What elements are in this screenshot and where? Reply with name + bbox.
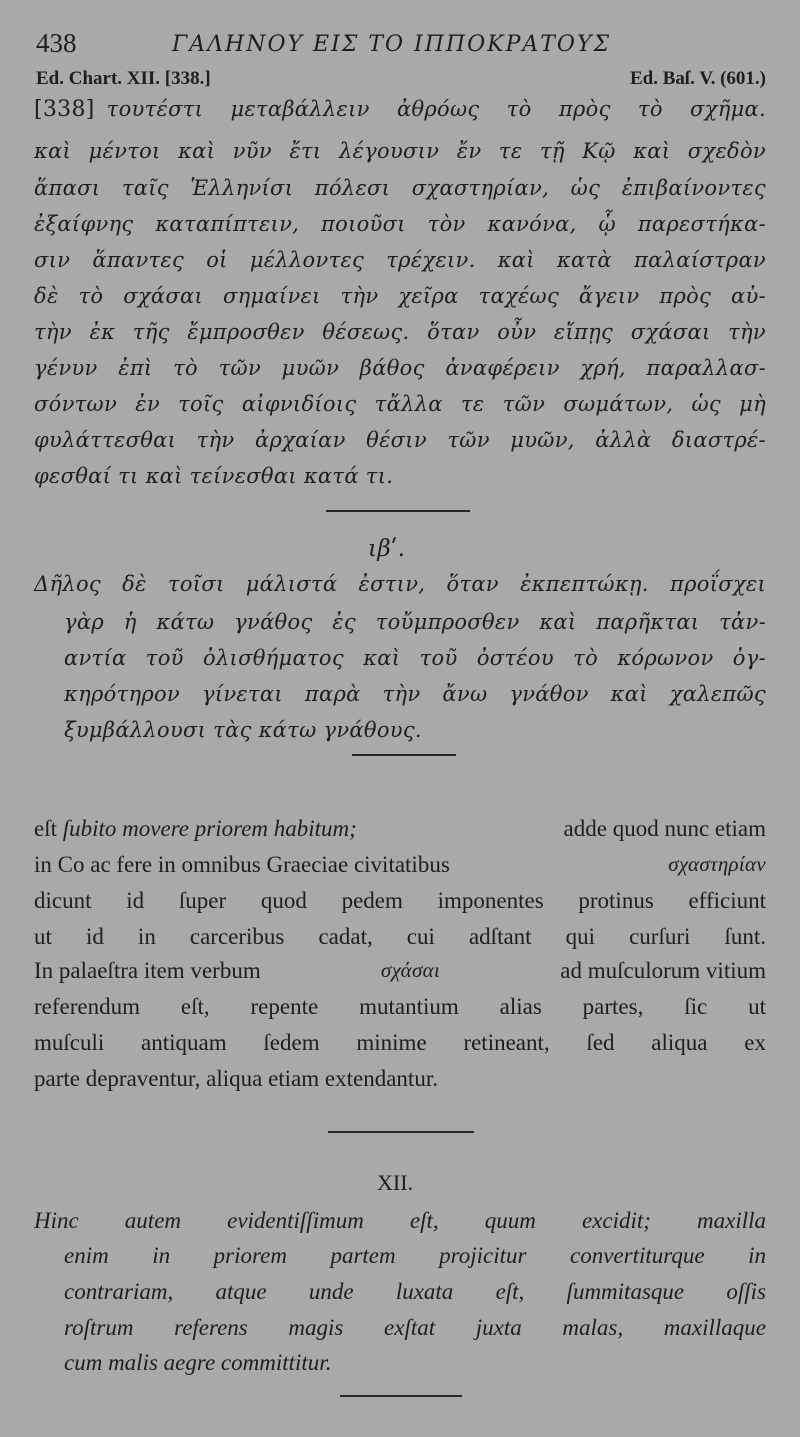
aphorism-line: enim in priorem partem projicitur convertiturque in <box>64 1243 766 1268</box>
commentary-line: φεσθαί τι καὶ τείνεσθαι κατά τι. <box>34 464 394 488</box>
aphorism-line: κηρότηρον γίνεται παρὰ τὴν ἄνω γνάθον καὶ χαλεπῶς <box>64 682 766 706</box>
commentary-line: σόντων ἐν τοῖς αἰφνιδίοις τἄλλα τε τῶν σωμάτων, ὡς μὴ <box>34 392 766 416</box>
section-divider <box>326 510 470 512</box>
commentary-line: σιν ἅπαντες οἱ μέλλοντες τρέχειν. καὶ κατὰ παλαίστραν <box>34 248 766 272</box>
commentary-line: referendum eſt, repente mutantium alias partes, ſic ut <box>34 994 766 1019</box>
commentary-line: [338] τουτέστι μεταβάλλειν ἀθρόως τὸ πρὸς τὸ σχῆμα. <box>34 97 766 122</box>
commentary-line: eſt ſubito movere priorem habitum; adde quod nunc etiam <box>34 816 766 841</box>
commentary-line: φυλάττεσθαι τὴν ἀρχαίαν θέσιν τῶν μυῶν, ἀλλὰ διαστρέ- <box>34 428 766 452</box>
section-divider <box>352 754 456 756</box>
commentary-line: γένυν ἐπὶ τὸ τῶν μυῶν βάθος ἀναφέρειν χρή, παραλλασ- <box>34 356 766 380</box>
section-divider <box>328 1131 474 1133</box>
running-header <box>36 28 766 59</box>
running-title: ΓΑΛΗΝΟΥ ΕΙΣ ΤΟ ΙΠΠΟΚΡΑΤΟΥΣ <box>172 32 612 57</box>
aphorism-line: γὰρ ἡ κάτω γνάθος ἐς τοὔμπροσθεν καὶ παρῆκται τἀν- <box>64 610 766 634</box>
aphorism-line: Δῆλος δὲ τοῖσι μάλιστά ἐστιν, ὅταν ἐκπεπτώκῃ. προΐσχει <box>34 572 766 596</box>
aphorism-number-latin: XII. <box>377 1170 414 1195</box>
aphorism-line: ξυμβάλλουσι τὰς κάτω γνάθους. <box>64 718 422 742</box>
aphorism-number-greek: ιβʹ. <box>368 536 406 562</box>
commentary-line: ἅπασι ταῖς Ἑλληνίσι πόλεσι σχαστηρίαν, ὡς ἐπιβαίνοντες <box>34 176 766 200</box>
aphorism-line: Hinc autem evidentiſſimum eſt, quum excidit; maxilla <box>34 1208 766 1233</box>
commentary-line: muſculi antiquam ſedem minime retineant, ſed aliqua ex <box>34 1030 766 1055</box>
section-divider <box>340 1395 462 1397</box>
page-number: 438 <box>36 28 77 58</box>
edition-chart-ref: Ed. Chart. XII. [338.] <box>36 68 211 89</box>
commentary-line: ἐξαίφνης καταπίπτειν, ποιοῦσι τὸν κανόνα, ᾧ παρεστήκα- <box>34 212 766 236</box>
commentary-line: In palaeſtra item verbum σχάσαι ad muſculorum vitium <box>34 958 766 983</box>
edition-basel-ref: Ed. Baſ. V. (601.) <box>629 68 766 89</box>
commentary-line: in Co ac fere in omnibus Graeciae civitatibus σχαστηρίαν <box>34 852 766 877</box>
edition-references <box>36 68 766 90</box>
commentary-line: dicunt id ſuper quod pedem imponentes protinus efficiunt <box>34 888 766 913</box>
commentary-line: δὲ τὸ σχάσαι σημαίνει τὴν χεῖρα ταχέως ἄγειν πρὸς αὐ- <box>34 284 766 308</box>
commentary-line: parte depraventur, aliqua etiam extendantur. <box>34 1066 438 1091</box>
commentary-line: τὴν ἐκ τῆς ἔμπροσθεν θέσεως. ὅταν οὖν εἴπῃς σχάσαι τὴν <box>34 320 766 344</box>
aphorism-line: αντία τοῦ ὀλισθήματος καὶ τοῦ ὀστέου τὸ κόρωνον ὀγ- <box>64 646 766 670</box>
aphorism-line: cum malis aegre committitur. <box>64 1350 332 1375</box>
aphorism-line: contrariam, atque unde luxata eſt, ſummitasque oſſis <box>64 1279 766 1304</box>
page-marker: [338] <box>34 97 95 122</box>
commentary-line: καὶ μέντοι καὶ νῦν ἔτι λέγουσιν ἔν τε τῇ Κῷ καὶ σχεδὸν <box>34 139 766 163</box>
commentary-line: ut id in carceribus cadat, cui adſtant qui curſuri ſunt. <box>34 924 766 949</box>
aphorism-line: roſtrum referens magis exſtat juxta malas, maxillaque <box>64 1315 766 1340</box>
